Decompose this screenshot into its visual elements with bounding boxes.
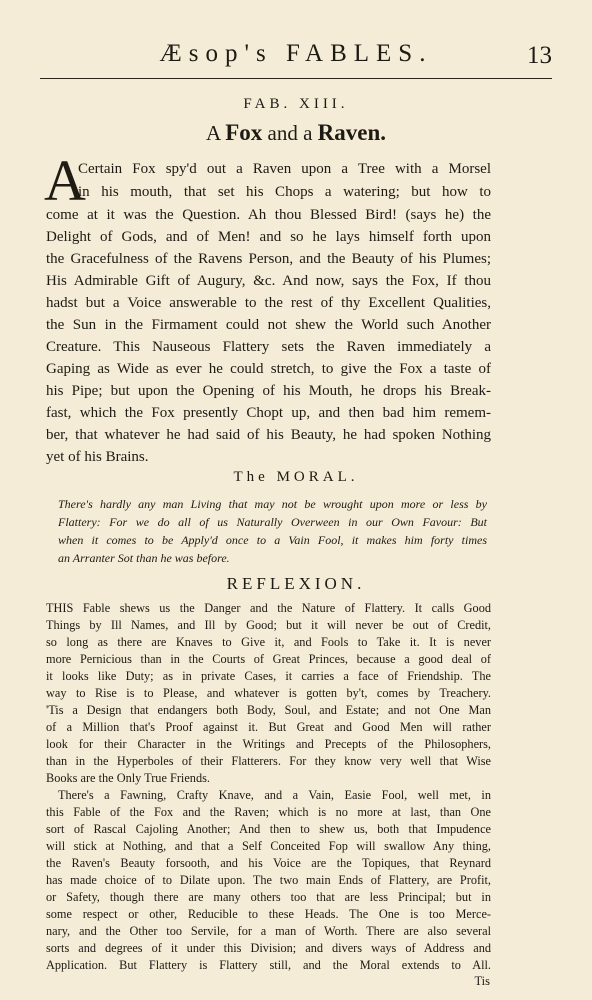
fable-line: fast, which the Fox presently Chopt up, and then bad him remem- <box>46 405 491 421</box>
reflexion-line: nary, and the Other too Servile, for a man of Worth. There are also several <box>46 924 491 938</box>
fable-line: Creature. This Nauseous Flattery sets the Raven immediately a <box>46 339 491 355</box>
reflexion-line: more Pernicious than in the Courts of Great Princes, because a good deal of <box>46 652 491 666</box>
reflexion-line: than in the Hyperboles of their Flatterers. For they know very well that Wise <box>46 754 491 768</box>
moral-heading: The MORAL. <box>233 469 359 485</box>
reflexion-line: There's a Fawning, Crafty Knave, and a Vain, Easie Fool, well met, in <box>58 788 491 802</box>
fable-line: the Gracefulness of the Ravens Person, and the Beauty of his Plumes; <box>46 251 491 267</box>
fable-line: come at it was the Question. Ah thou Blessed Bird! (says he) the <box>46 207 491 223</box>
reflexion-line: way to Rise is to Please, and whatever is gotten by't, comes by Treachery. <box>46 686 491 700</box>
fable-title <box>0 120 592 146</box>
fable-title-prefix: A <box>205 121 220 145</box>
reflexion-line: THIS Fable shews us the Danger and the Nature of Flattery. It calls Good <box>46 601 491 615</box>
reflexion-heading: REFLEXION. <box>226 574 366 593</box>
reflexion-line: sorts and degrees of it under this Division; and divers ways of Address and <box>46 941 491 955</box>
fable-line: the Sun in the Firmament could not shew the World such Another <box>46 317 491 333</box>
page-number: 13 <box>527 42 552 69</box>
fable-number: FAB. XIII. <box>243 96 349 112</box>
fable-line: Certain Fox spy'd out a Raven upon a Tree with a Morsel <box>78 161 491 177</box>
moral-line: an Arranter Sot than he was before. <box>58 551 230 565</box>
fable-title-and: and a <box>267 121 313 145</box>
moral-line: Flattery: For we do all of us Naturally Overween in our Own Favour: But <box>58 515 487 529</box>
reflexion-line: will stick at Nothing, and that a Self Conceited Fop will swallow Any thing, <box>46 839 491 853</box>
moral-line: when it comes to be Apply'd once to a Vain Fool, it makes him forty times <box>58 533 487 547</box>
reflexion-line: or Safety, though there are many others too that are less Principal; but in <box>46 890 491 904</box>
running-head <box>40 38 552 79</box>
reflexion-line: has made choice of to Dilate upon. The two main Ends of Flattery, are Profit, <box>46 873 491 887</box>
reflexion-line: 'Tis a Design that endangers both Body, Soul, and Estate; and not One Man <box>46 703 491 717</box>
reflexion-line: it looks like Duty; as in private Cases, it carries a face of Friendship. The <box>46 669 491 683</box>
reflexion-line: this Fable of the Fox and the Raven; which is no more at last, than One <box>46 805 491 819</box>
fable-line: ber, that whatever he had said of his Beauty, he had spoken Nothing <box>46 427 491 443</box>
fable-title-raven: Raven. <box>317 120 387 145</box>
drop-cap: A <box>44 148 86 213</box>
fable-line: in his mouth, that set his Chops a watering; but how to <box>78 184 491 200</box>
fable-line: hadst but a Voice answerable to the rest of thy Excellent Qualities, <box>46 295 491 311</box>
reflexion-line: sort of Rascal Cajoling Another; And then to shew us, both that Impudence <box>46 822 491 836</box>
reflexion-line: the Raven's Beauty forsooth, and his Voice are the Topiques, that Reynard <box>46 856 491 870</box>
catchword: Tis <box>474 974 490 988</box>
reflexion-line: some respect or other, Reducible to these Heads. The One is too Merce- <box>46 907 491 921</box>
running-title: Æsop's FABLES. <box>159 40 433 67</box>
fable-title-fox: Fox <box>225 120 263 145</box>
fable-line: his Pipe; but upon the Opening of his Mouth, he drops his Break- <box>46 383 491 399</box>
reflexion-line: look for their Character in the Writings and Precepts of the Philosophers, <box>46 737 491 751</box>
reflexion-line: Application. But Flattery is Flattery still, and the Moral extends to All. <box>46 958 491 972</box>
reflexion-line: Things by Ill Names, and Ill by Good; but it will never be out of Credit, <box>46 618 491 632</box>
fable-line: His Admirable Gift of Augury, &c. And now, says the Fox, If thou <box>46 273 491 289</box>
moral-line: There's hardly any man Living that may not be wrought upon more or less by <box>58 497 487 511</box>
fable-line: Delight of Gods, and of Men! and so he lays himself forth upon <box>46 229 491 245</box>
fable-line: Gaping as Wide as ever he could stretch, to give the Fox a taste of <box>46 361 491 377</box>
reflexion-line: Books are the Only True Friends. <box>46 771 210 785</box>
reflexion-line: of a Million that's Proof against it. But Great and Good Men will rather <box>46 720 491 734</box>
fable-line: yet of his Brains. <box>46 449 149 465</box>
reflexion-line: so long as there are Knaves to Give it, and Fools to Take it. It is never <box>46 635 491 649</box>
